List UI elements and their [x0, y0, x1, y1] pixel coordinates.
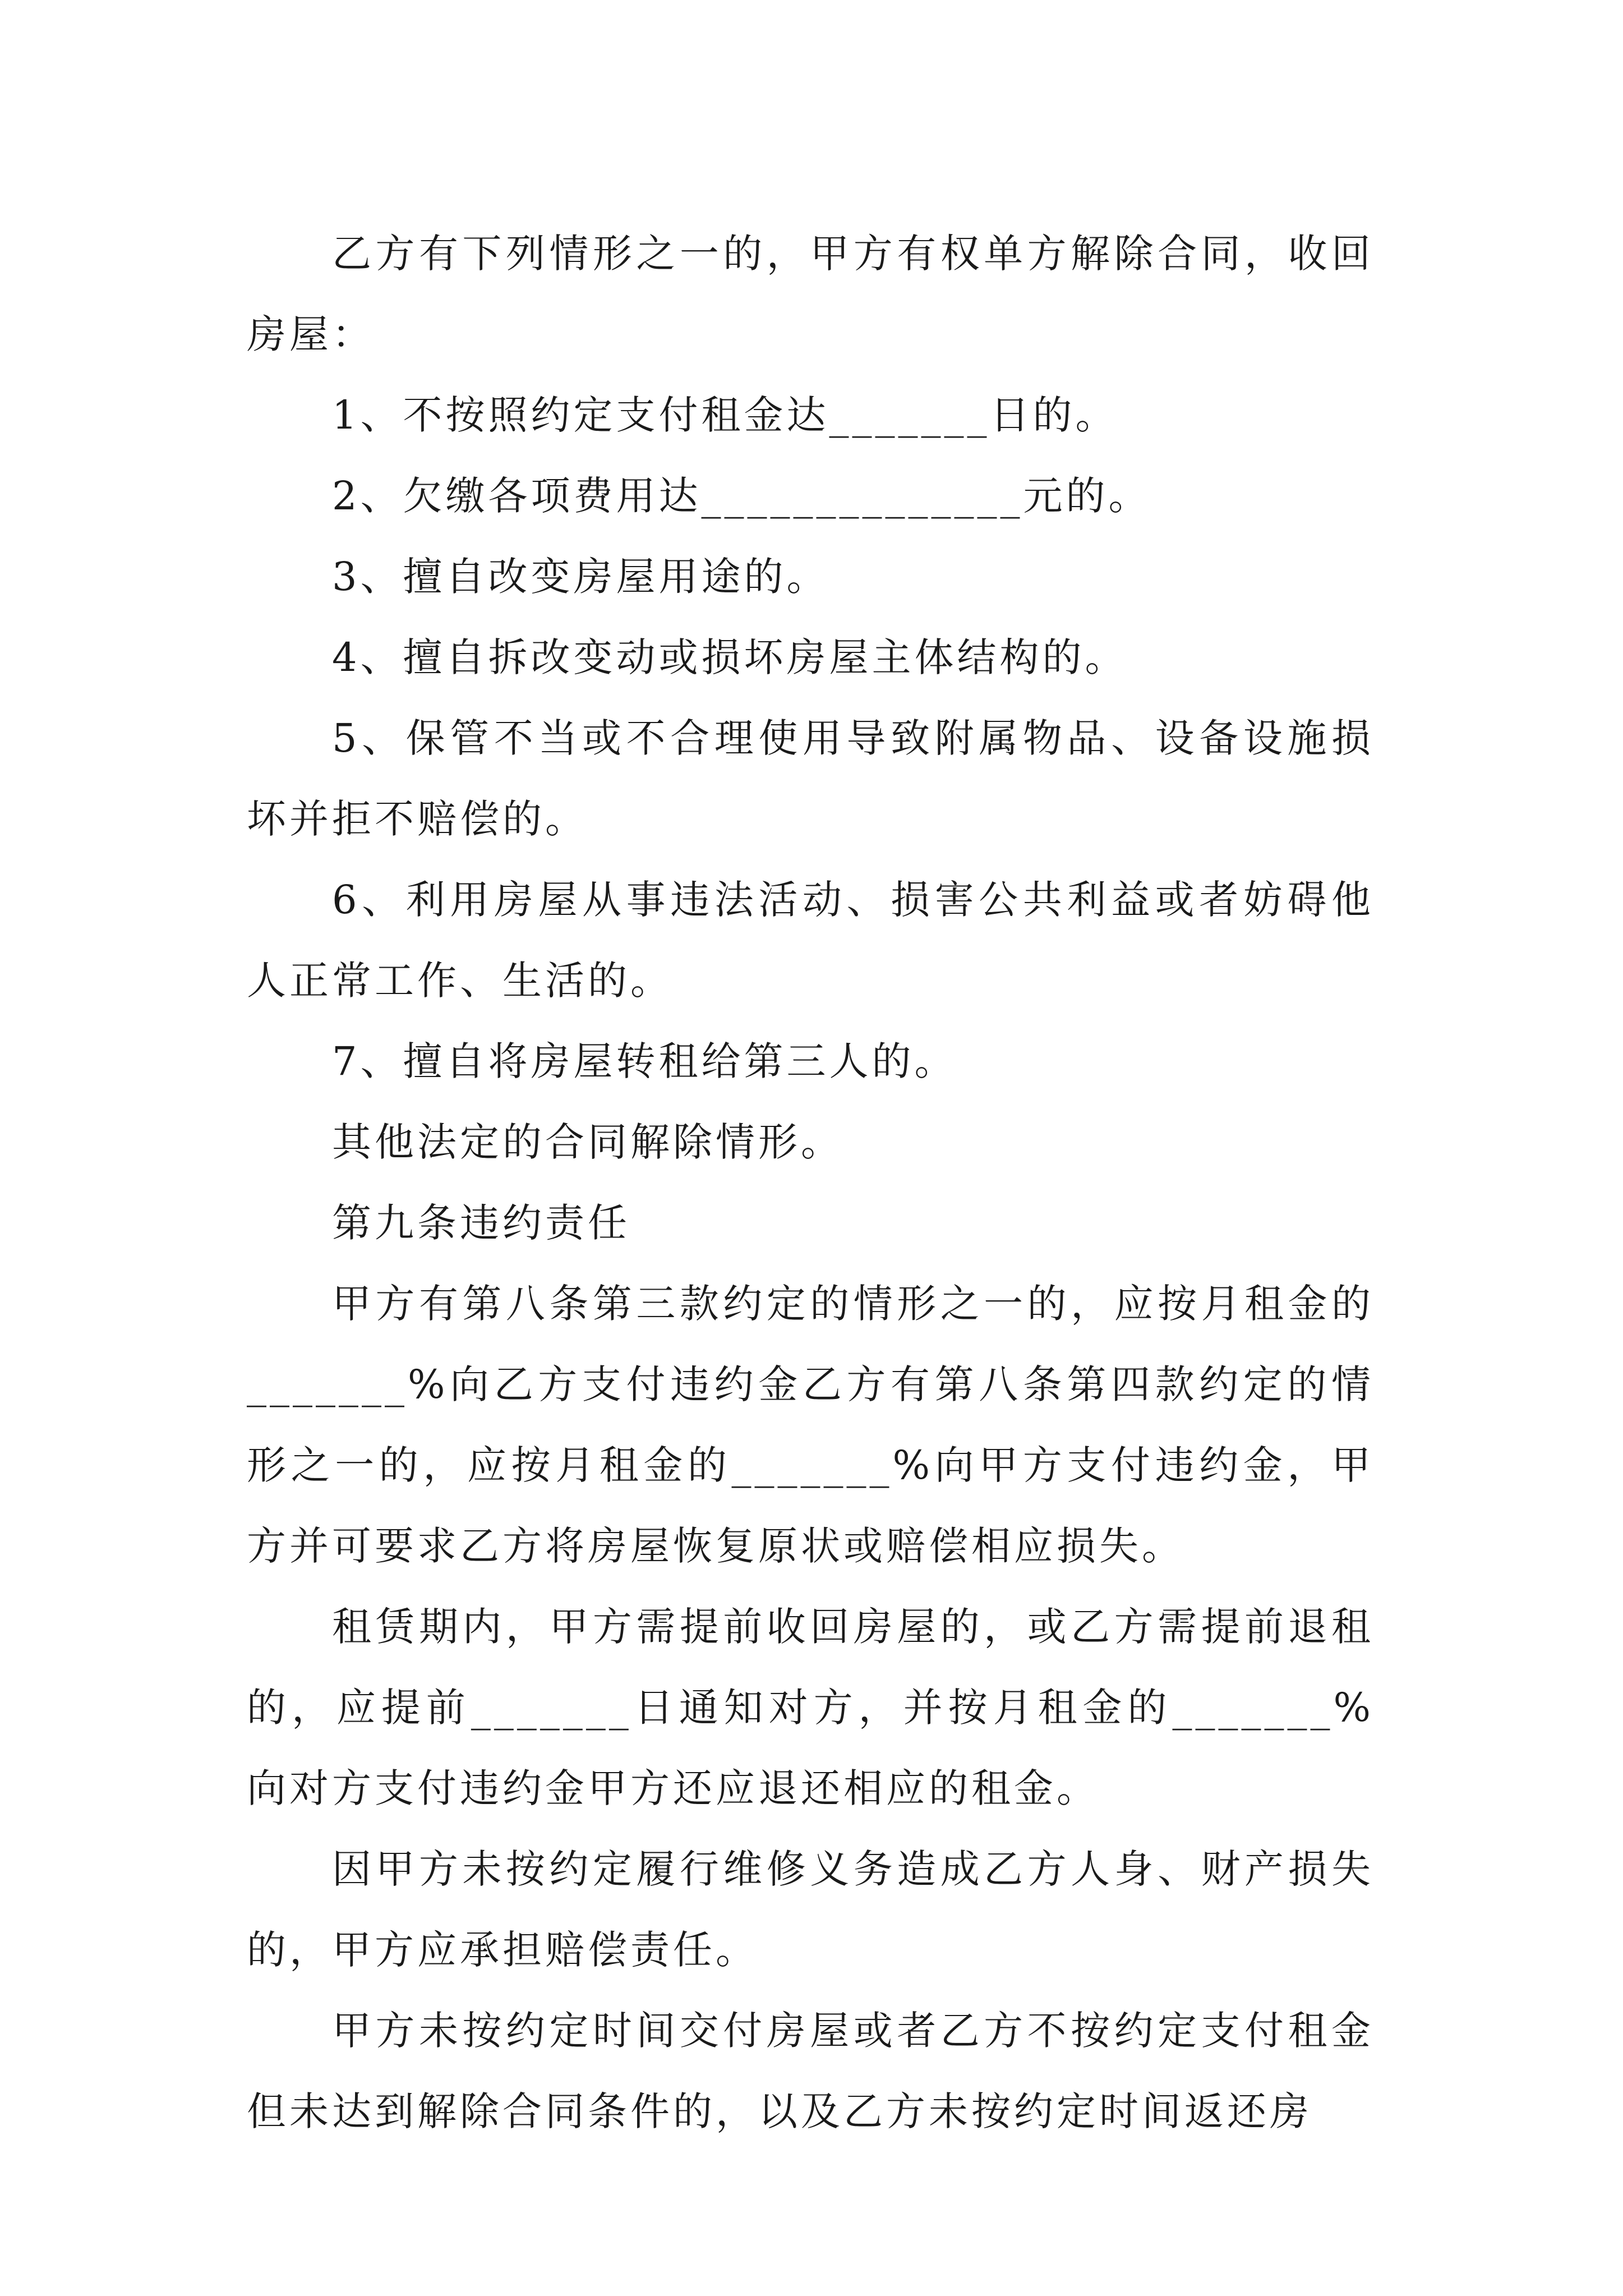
paragraph-item-6: 6、利用房屋从事违法活动、损害公共利益或者妨碍他人正常工作、生活的。 [247, 877, 1374, 1004]
paragraph-penalty-2: 租赁期内，甲方需提前收回房屋的，或乙方需提前退租的，应提前_______日通知对方，并按月租金的_______%向对方支付违约金甲方还应退还相应的租金。 [247, 1604, 1374, 1811]
paragraph-item-3: 3、擅自改变房屋用途的。 [332, 554, 829, 600]
paragraph-penalty-1: 甲方有第八条第三款约定的情形之一的，应按月租金的_______%向乙方支付违约金乙方有第八条第四款约定的情形之一的，应按月租金的_______%向甲方支付违约金，甲方并可要求乙方将房屋恢复原状或赔偿相应损失。 [247, 1281, 1374, 1569]
section-heading-article-9: 第九条违约责任 [332, 1200, 630, 1246]
paragraph-penalty-3: 因甲方未按约定履行维修义务造成乙方人身、财产损失的，甲方应承担赔偿责任。 [247, 1846, 1374, 1973]
paragraph-termination-intro: 乙方有下列情形之一的，甲方有权单方解除合同，收回房屋： [247, 231, 1374, 357]
paragraph-item-5: 5、保管不当或不合理使用导致附属物品、设备设施损坏并拒不赔偿的。 [247, 715, 1374, 842]
paragraph-other-termination: 其他法定的合同解除情形。 [332, 1119, 843, 1165]
paragraph-item-7: 7、擅自将房屋转租给第三人的。 [332, 1038, 957, 1084]
paragraph-item-1: 1、不按照约定支付租金达_______日的。 [332, 392, 1118, 438]
paragraph-item-4: 4、擅自拆改变动或损坏房屋主体结构的。 [332, 634, 1128, 680]
document-body [247, 213, 1374, 2152]
paragraph-penalty-4: 甲方未按约定时间交付房屋或者乙方不按约定支付租金但未达到解除合同条件的，以及乙方未按约定时间返还房 [247, 2008, 1374, 2134]
paragraph-item-2: 2、欠缴各项费用达______________元的。 [332, 473, 1151, 519]
